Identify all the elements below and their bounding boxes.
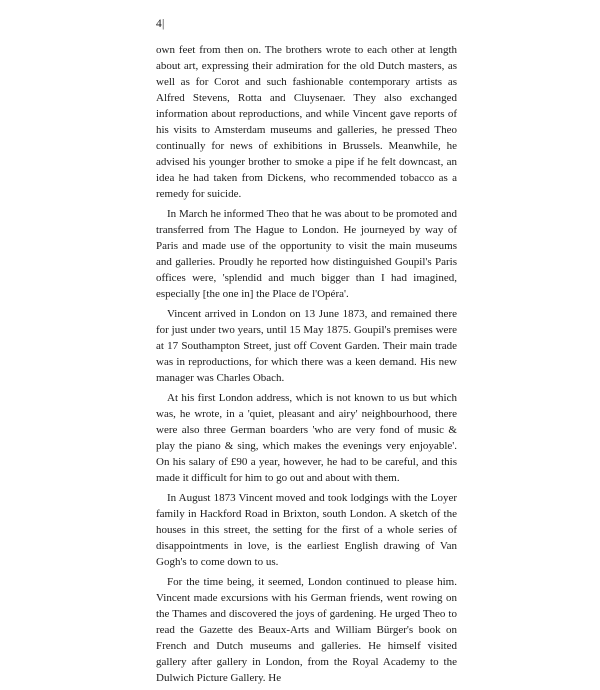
- paragraph-3: Vincent arrived in London on 13 June 1873, and remained there for just under two years, until 15 May 1875. Goupil's premises were at 17 Southampton Street, just off Covent Garden. Their main trade was in reproductions, for which there was a keen demand. His new manager was Charles Obach.: [156, 308, 457, 384]
- paragraph-6: For the time being, it seemed, London continued to please him. Vincent made excursions with his German friends, went rowing on the Thames and discovered the joys of gardening. He urged Theo to read the Gazette des Beaux-Arts and William Bürger's book on French and Dutch museums and galleries. He himself visited gallery after gallery in London, from the Royal Academy to the Dulwich Picture Gallery. He: [156, 576, 457, 684]
- body-text: [156, 42, 457, 690]
- page-number: 4|: [156, 18, 165, 30]
- paragraph-4: At his first London address, which is not known to us but which was, he wrote, in a 'quiet, pleasant and airy' neighbourhood, there were also three German boarders 'who are very fond of music & play the piano & sing, which makes the evenings very enjoyable'. On his salary of £90 a year, however, he had to be careful, and this made it difficult for him to go out and about with them.: [156, 392, 457, 484]
- paragraph-5: In August 1873 Vincent moved and took lodgings with the Loyer family in Hackford Road in Brixton, south London. A sketch of the houses in this street, the setting for the first of a whole series of disappointments in love, is the earliest English drawing of Van Gogh's to come down to us.: [156, 492, 457, 568]
- paragraph-2: In March he informed Theo that he was about to be promoted and transferred from The Hague to London. He journeyed by way of Paris and made use of the opportunity to visit the main museums and galleries. Proudly he reported how distinguished Goupil's Paris offices were, 'splendid and much bigger than I had imagined, especially [the one in] the Place de l'Opéra'.: [156, 208, 457, 300]
- paragraph-1: own feet from then on. The brothers wrote to each other at length about art, expressing their admiration for the old Dutch masters, as well as for Corot and such fashionable contemporary artists as Alfred Stevens, Rotta and Cluysenaer. They also exchanged information about reproductions, and while Vincent gave reports of his visits to Amsterdam museums and galleries, he pressed Theo continually for news of exhibitions in Brussels. Meanwhile, he advised his younger brother to smoke a pipe if he felt downcast, an idea he had taken from Dickens, who recommended tobacco as a remedy for suicide.: [156, 44, 457, 200]
